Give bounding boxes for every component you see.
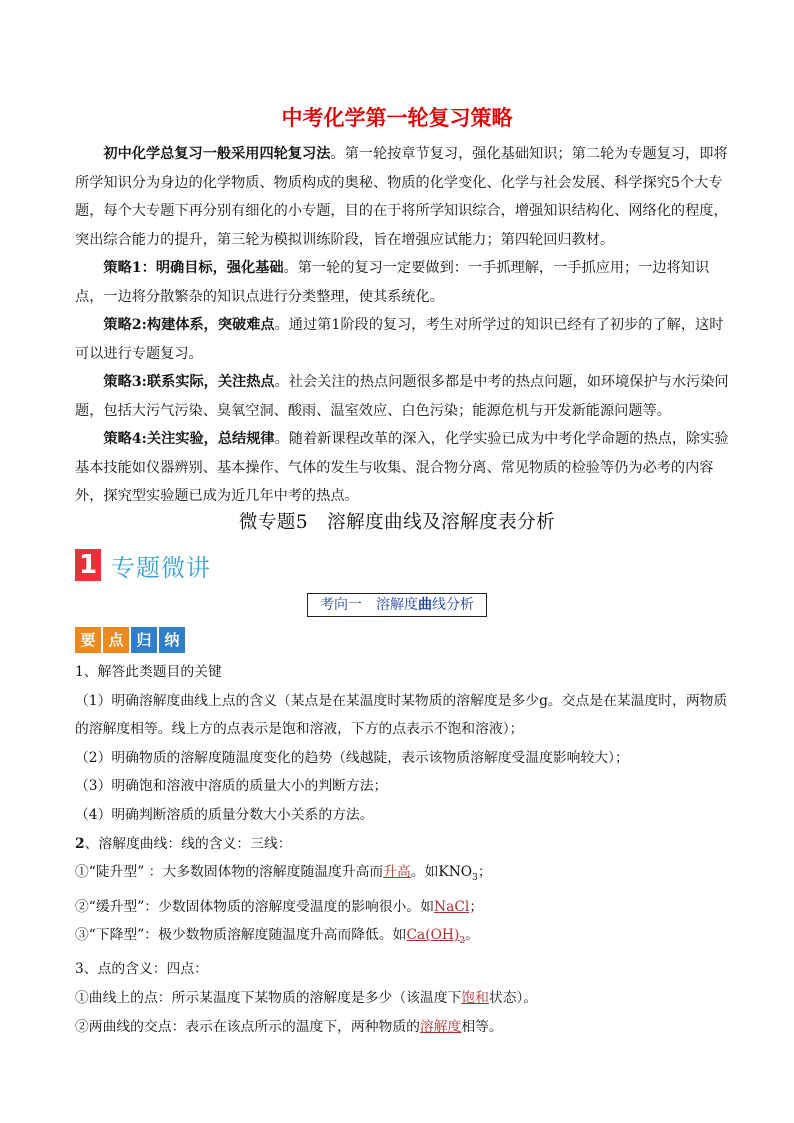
strategy-head: 明确目标，强化基础 [155,260,284,276]
strategy-label: 策略3: [103,374,147,390]
strategy-3 [75,368,735,425]
intro-lead: 初中化学总复习一般采用四轮复习法 [103,146,331,162]
notes-section [75,658,735,1041]
line-type-1-text: ①“陡升型” ：大多数固体物的溶解度随温度升高而 [75,864,384,881]
key-points-tags [75,627,185,653]
point-2-end: 相等。 [461,1018,503,1035]
kaoxiang-box [307,593,487,617]
tag-na: 纳 [159,627,185,653]
point-1-answer: 饱和 [461,990,489,1007]
strategy-2 [75,311,735,368]
line-type-1-end: ； [477,864,492,881]
tag-yao: 要 [75,627,101,653]
strategy-4 [75,425,735,511]
strategy-head: 关注实验，总结规律 [146,431,275,447]
intro-paragraph [75,140,735,254]
strategy-text: 。随着新课程改革的深入，化学实验已成为中考化学命题的热点，除实验基本技能如仪器辨别、基本操作、气体的发生与收集、混合物分离、常见物质的检验等仍为必考的内容外，探究型实验题已成为近几年中考的热点。 [75,431,729,504]
line-type-3-text: ③“下降型”：极少数物质溶解度随温度升高而降低。如 [75,927,407,944]
point-2 [75,1013,735,1042]
line-type-1-example: 。如KNO [410,864,473,881]
line-type-3-formula: Ca(OH) [406,927,460,944]
line-type-3-answer [406,927,466,946]
tag-dian: 点 [103,627,129,653]
topic-title: 微专题5 溶解度曲线及溶解度表分析 [238,512,556,533]
line-type-1 [75,858,735,892]
page-title: 中考化学第一轮复习策略 [281,106,513,130]
line-type-2-answer: NaCl [434,898,470,915]
line-type-3-end: 。 [465,927,479,944]
point-2-text: ②两曲线的交点：表示在该点所示的温度下，两种物质的 [75,1018,420,1035]
note-heading-2 [75,830,735,859]
strategy-text: 。第一轮的复习一定要做到：一手抓理解，一手抓应用；一边将知识点，一边将分散繁杂的知识点进行分类整理，使其系统化。 [75,260,710,305]
line-type-1-sub: 3 [472,872,478,883]
note-p2: （2）明确物质的溶解度随温度变化的趋势（线越陡，表示该物质溶解度受温度影响较大）； [75,749,629,766]
strategy-head: 构建体系，突破难点 [146,317,275,333]
line-type-2-end: ； [469,898,484,915]
point-1 [75,984,735,1013]
strategy-1 [75,254,735,311]
note-heading-1: 1、解答此类题目的关键 [75,664,222,680]
kaoxiang-bold: 曲 [418,597,432,613]
kaoxiang-suffix: 线分析 [432,597,474,613]
line-type-3-sub: 2 [459,935,466,946]
strategy-head: 联系实际，关注热点 [146,374,275,390]
strategy-label: 策略1： [103,260,156,276]
note-heading-2-num: 2 [75,835,85,852]
intro-text: 。第一轮按章节复习，强化基础知识；第二轮为专题复习，即将所学知识分为身边的化学物质、物质构成的奥秘、物质的化学变化、化学与社会发展、科学探究5个大专题，每个大专题下再分别有细化的小专题，目的在于将所学知识综合，增强知识结构化、网络化的程度，突出综合能力的提升，第三轮为模拟训练阶段，旨在增强应试能力；第四轮回归教材。 [75,146,728,248]
note-heading-3: 3、点的含义：四点： [75,961,208,978]
note-heading-2-text: 、溶解度曲线：线的含义：三线： [84,835,292,852]
tag-gui: 归 [131,627,157,653]
point-1-end: 状态）。 [488,990,538,1007]
section-number-badge: 1 [75,549,101,581]
line-type-3 [75,921,735,955]
line-type-1-answer: 升高 [383,864,411,881]
kaoxiang-prefix: 考向一 溶解度 [320,597,418,613]
strategy-text: 。通过第1阶段的复习，考生对所学过的知识已经有了初步的了解，这时可以进行专题复习。 [75,317,724,362]
note-p3: （3）明确饱和溶液中溶质的质量大小的判断方法； [75,778,388,795]
strategy-label: 策略4: [103,431,147,447]
line-type-2 [75,893,735,922]
line-type-2-text: ②“缓升型”：少数固体物质的溶解度受温度的影响很小。如 [75,898,435,915]
point-2-answer: 溶解度 [419,1018,462,1035]
intro-section [75,140,735,511]
strategy-label: 策略2: [103,317,147,333]
strategy-text: 。社会关注的热点问题很多都是中考的热点问题，如环境保护与水污染问题，包括大污气污染、臭氧空洞、酸雨、温室效应、白色污染；能源危机与开发新能源问题等。 [75,374,729,419]
note-p4: （4）明确判断溶质的质量分数大小关系的方法。 [75,806,374,823]
point-1-text: ①曲线上的点：所示某温度下某物质的溶解度是多少（该温度下 [75,990,462,1007]
section-header [75,548,211,582]
note-p1: （1）明确溶解度曲线上点的含义（某点是在某温度时某物质的溶解度是多少g。交点是在某温度时，两物质的溶解度相等。线上方的点表示是饱和溶液，下方的点表示不饱和溶液）； [75,692,728,738]
section-label: 专题微讲 [111,553,211,582]
